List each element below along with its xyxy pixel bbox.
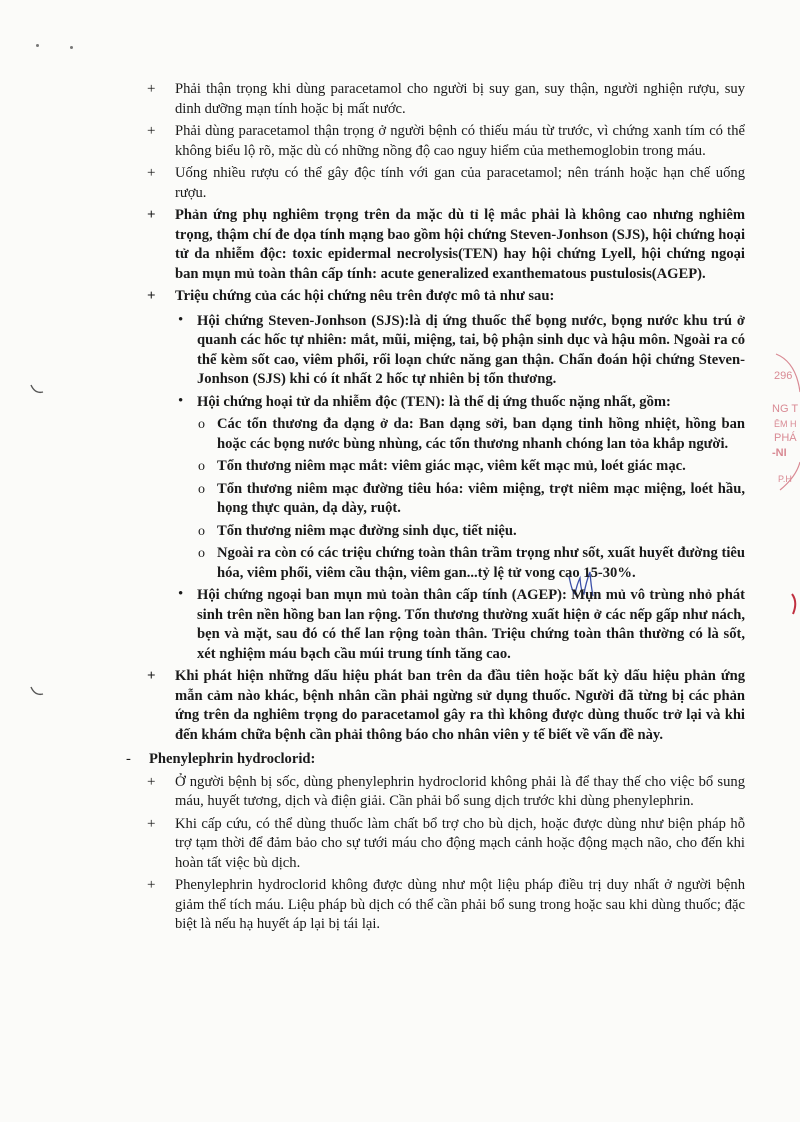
list-item-text: Hội chứng hoại tử da nhiễm độc (TEN): là thể dị ứng thuốc nặng nhất, gồm: — [197, 393, 671, 410]
stamp-text-1: 296 — [774, 370, 793, 382]
list-marker: + — [147, 815, 156, 832]
list-marker: o — [198, 417, 205, 432]
list-marker: • — [178, 311, 184, 328]
list-item-text: Khi cấp cứu, có thể dùng thuốc làm chất bổ trợ cho bù dịch, hoặc được dùng như biện pháp hỗ trợ tạm thời để đảm bảo cho sự tưới máu cho động mạch cảnh hoặc động mạch não, cho đến khi hoàn tất việc bù dịch. — [175, 815, 745, 871]
list-item — [125, 586, 745, 664]
list-item-text: Hội chứng ngoại ban mụn mủ toàn thân cấp tính (AGEP): Mụn mủ vô trùng nhỏ phát sinh trên nền hồng ban lan rộng. Tổn thương thường xuất hiện ở các nếp gấp như nách, bẹn và mặt, sau đó có thể lan rộng toàn thân. Triệu chứng toàn thân thường có là sốt, xét nghiệm máu bạch cầu múi trung tính tăng cao. — [197, 587, 745, 662]
list-item-text: Uống nhiều rượu có thể gây độc tính với gan của paracetamol; nên tránh hoặc hạn chế uống rượu. — [175, 165, 745, 201]
list-item — [125, 80, 745, 119]
list-item — [125, 522, 745, 542]
list-marker: + — [147, 81, 156, 97]
list-item-text: Phản ứng phụ nghiêm trọng trên da mặc dù tỉ lệ mắc phải là không cao nhưng nghiêm trọng, thậm chí đe dọa tính mạng bao gồm hội chứng Steven-Jonhson (SJS), hội chứng hoại tử da nhiễm độc: toxic epidermal necrolysis(TEN) hay hội chứng Lyell, hội chứng ngoại ban mụn mủ toàn thân cấp tính: acute generalized exanthematous pustulosis(AGEP). — [175, 207, 745, 282]
list-item — [125, 544, 745, 583]
list-item-text: Khi phát hiện những dấu hiệu phát ban trên da đầu tiên hoặc bất kỳ dấu hiệu phản ứng mẫn cảm nào khác, bệnh nhân cần phải ngừng sử dụng thuốc. Người đã từng bị các phản ứng trên da nghiêm trọng do paracetamol gây ra thì không được dùng thuốc trở lại và khi đến khám chữa bệnh cần phải thông báo cho nhân viên y tế biết về vấn đề này. — [175, 668, 745, 743]
list-marker: - — [126, 751, 131, 767]
binder-hole-mark — [30, 686, 44, 696]
list-marker: o — [198, 546, 205, 561]
list-marker: • — [178, 392, 184, 409]
stamp-fragment-mark — [790, 592, 798, 616]
list-marker: o — [198, 523, 205, 539]
list-item — [125, 122, 745, 161]
list-item-text: Phải dùng paracetamol thận trọng ở người bệnh có thiếu máu từ trước, vì chứng xanh tím có thể không biểu lộ rõ, mặc dù có những nồng độ cao nguy hiểm của methemoglobin trong máu. — [175, 123, 745, 159]
list-item-text: Ở người bệnh bị sốc, dùng phenylephrin hydroclorid không phải là để thay thế cho việc bổ sung máu, huyết tương, dịch và điện giải. Cần phải bổ sung dịch trước khi dùng phenylephrin. — [175, 773, 745, 809]
list-marker: + — [147, 288, 156, 304]
list-item — [125, 206, 745, 284]
list-marker: + — [147, 773, 156, 790]
stamp-text-6: P.H — [778, 474, 792, 484]
document-body — [125, 80, 745, 938]
section-heading — [125, 750, 745, 770]
list-item — [125, 480, 745, 519]
stamp-edge-partial — [766, 352, 800, 497]
list-item — [125, 876, 745, 935]
list-item — [125, 667, 745, 745]
list-marker: • — [178, 586, 184, 602]
list-marker: o — [198, 459, 205, 474]
list-marker: o — [198, 481, 205, 497]
scan-speck — [70, 46, 73, 49]
stamp-text-3: ÊM H — [774, 419, 797, 429]
list-item-text: Triệu chứng của các hội chứng nêu trên được mô tả như sau: — [175, 288, 555, 304]
list-marker: + — [147, 877, 156, 893]
list-item — [125, 457, 745, 477]
list-item — [125, 287, 745, 307]
list-item — [125, 815, 745, 874]
list-item-text: Các tổn thương đa dạng ở da: Ban dạng sởi, ban dạng tinh hồng nhiệt, hồng ban hoặc các bọng nước bùng nhùng, các tổn thương nhanh chóng lan tỏa khắp người. — [217, 416, 745, 452]
list-item — [125, 415, 745, 454]
scan-speck — [36, 44, 39, 47]
list-item-text: Phải thận trọng khi dùng paracetamol cho người bị suy gan, suy thận, người nghiện rượu, suy dinh dưỡng mạn tính hoặc bị mất nước. — [175, 81, 745, 117]
list-marker: + — [147, 165, 156, 181]
list-item — [125, 773, 745, 812]
list-item — [125, 312, 745, 390]
list-marker: + — [147, 123, 156, 139]
list-item-text: Phenylephrin hydroclorid không được dùng như một liệu pháp điều trị duy nhất ở người bệnh giảm thể tích máu. Liệu pháp bù dịch có thể cần phải bổ sung trong hoặc sau khi dùng thuốc; đặc biệt là nếu hạ huyết áp lại bị tái lại. — [175, 877, 745, 932]
list-item-text: Tổn thương niêm mạc đường tiêu hóa: viêm miệng, trợt niêm mạc miệng, loét hầu, họng thực quản, dạ dày, ruột. — [217, 480, 745, 516]
list-item — [125, 393, 745, 413]
list-item-text: Tổn thương niêm mạc đường sinh dục, tiết niệu. — [217, 522, 517, 539]
stamp-text-2: NG T — [772, 403, 799, 415]
list-item-text: Phenylephrin hydroclorid: — [149, 751, 316, 767]
list-marker: + — [147, 207, 156, 223]
list-item-text: Tổn thương niêm mạc mắt: viêm giác mạc, viêm kết mạc mủ, loét giác mạc. — [217, 458, 686, 474]
list-item — [125, 164, 745, 203]
stamp-text-5: -NI — [772, 447, 787, 459]
binder-hole-mark — [30, 384, 44, 394]
list-marker: + — [147, 668, 156, 684]
list-item-text: Hội chứng Steven-Jonhson (SJS):là dị ứng thuốc thể bọng nước, bọng nước khu trú ở quanh các hốc tự nhiên: mắt, mũi, miệng, tai, bộ phận sinh dục và hậu môn. Ngoài ra có thể kèm sốt cao, viêm phổi, rối loạn chức năng gan thận. Chẩn đoán hội chứng Steven-Jonhson (SJS) khi có ít nhất 2 hốc tự nhiên bị tổn thương. — [197, 312, 745, 387]
stamp-text-4: PHÁ — [774, 432, 797, 444]
list-item-text: Ngoài ra còn có các triệu chứng toàn thân trầm trọng như sốt, xuất huyết đường tiêu hóa, viêm phổi, viêm cầu thận, viêm gan...tỷ lệ tử vong cao 15-30%. — [217, 545, 745, 581]
